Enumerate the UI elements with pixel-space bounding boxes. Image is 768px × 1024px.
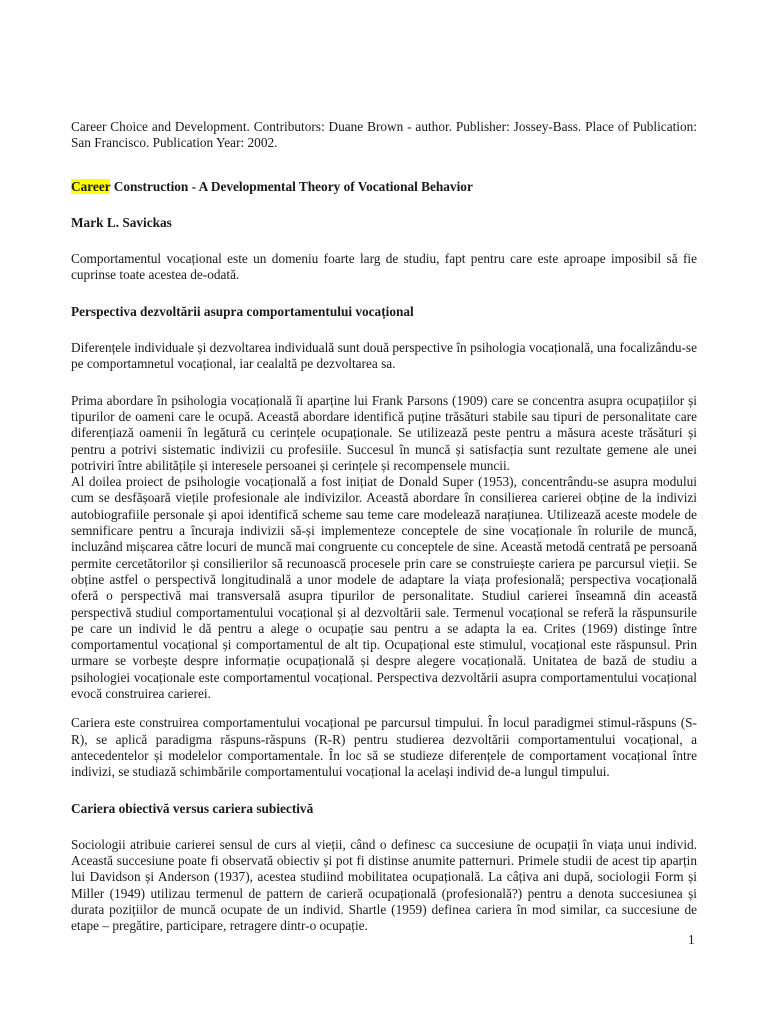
title-text: Construction - A Developmental Theory of Vocational Behavior: [110, 178, 473, 194]
intro-paragraph: Comportamentul vocațional este un domeniu foarte larg de studiu, fapt pentru care este aproape imposibil să fie cuprinse toate acestea de-odată.: [71, 251, 697, 283]
paragraph: Al doilea proiect de psihologie vocațională a fost inițiat de Donald Super (1953), concentrându-se asupra modului cum se desfășoară viețile profesionale ale indivizilor. Această abordare în consilierea carierei obține de la indivizi autobiografiile personale și apoi identifică scheme sau teme care modelează narațiunea. Utilizează aceste modele de semnificare pentru a încuraja indivizii să-și implementeze conceptele de sine vocaționale în rolurile de muncă, incluzând mișcarea către locuri de muncă mai congruente cu conceptele de sine. Această metodă centrată pe persoană permite cercetătorilor și consilierilor să recunoască procesele prin care se construiește cariera pe parcursul vieții. Se obține astfel o perspectivă longitudinală a unor modele de adaptare la viața profesională; perspectiva vocațională oferă o perspectivă mai transversală asupra tipurilor de personalitate. Studiul carierei înseamnă din această perspectivă studiul comportamentului vocațional și al dezvoltării sale. Termenul vocațional se referă la răspunsurile pe care un individ le dă pentru a alege o ocupație sau pentru a se adapta la ea. Crites (1969) distinge între comportamentul vocațional și comportamentul de alt tip. Ocupațional este stimulul, vocațional este răspunsul. Prin urmare se vorbește despre informație ocupațională și despre alegere vocațională. Unitatea de bază de studiu a psihologiei vocaționale este comportamentul vocațional. Perspectiva dezvoltării asupra comportamentului vocațional evocă construirea carierei.: [71, 474, 697, 702]
document-title: [71, 179, 697, 195]
page-number: 1: [688, 932, 695, 947]
paragraph: Diferențele individuale și dezvoltarea individuală sunt două perspective în psihologia vocațională, una focalizându-se pe comportamnetul vocațional, iar cealaltă pe dezvoltarea sa.: [71, 340, 697, 372]
paragraph: Sociologii atribuie carierei sensul de curs al vieții, când o definesc ca succesiune de ocupații în viața unui individ. Această succesiune poate fi observată obiectiv și pot fi distinse anumite patternuri. Primele studii de acest tip aparțin lui Davidson și Anderson (1937), acestea studiind mobilitatea ocupațională. La câțiva ani după, sociologii Form și Miller (1949) utilizau termenul de pattern de carieră ocupațională (profesională?) pentru a denota succesiunea și durata pozițiilor de muncă ocupate de un individ. Shartle (1959) definea cariera în mod similar, ca succesiune de etape – pregătire, participare, retragere dintr-o ocupație.: [71, 836, 697, 934]
paragraph: Cariera este construirea comportamentului vocațional pe parcursul timpului. În locul paradigmei stimul-răspuns (S-R), se aplică paradigma răspuns-răspuns (R-R) pentru studierea dezvoltării comportamentului vocațional, a antecedentelor și modelelor comportamentale. În loc să se studieze diferențele de comportament vocațional între indivizi, se studiază schimbările comportamentului vocațional la același individ de-a lungul timpului.: [71, 715, 697, 780]
citation: Career Choice and Development. Contributors: Duane Brown - author. Publisher: Jossey-Bass. Place of Publication: San Francisco. Publication Year: 2002.: [71, 119, 697, 151]
document-body: [71, 119, 697, 935]
paragraph: Prima abordare în psihologia vocațională îi aparține lui Frank Parsons (1909) care se concentra asupra ocupațiilor și tipurilor de oameni care le ocupă. Această abordare identifică puține trăsături stabile sau tipuri de personalitate care diferențiază oamenii în legătură cu cerințele ocupaționale. Se utilizează peste pentru a măsura aceste trăsături și pentru a potrivi sistematic indivizii cu profesiile. Succesul în muncă și satisfacția sunt rezultate gemene ale unei potriviri între abilitățile și interesele persoanei și cerințele și recompensele muncii.: [71, 392, 697, 473]
section-heading: Perspectiva dezvoltării asupra comportamentului vocațional: [71, 303, 414, 319]
highlighted-word: Career: [71, 178, 111, 194]
author-name: Mark L. Savickas: [71, 214, 172, 230]
section-heading: Cariera obiectivă versus cariera subiectivă: [71, 800, 314, 816]
